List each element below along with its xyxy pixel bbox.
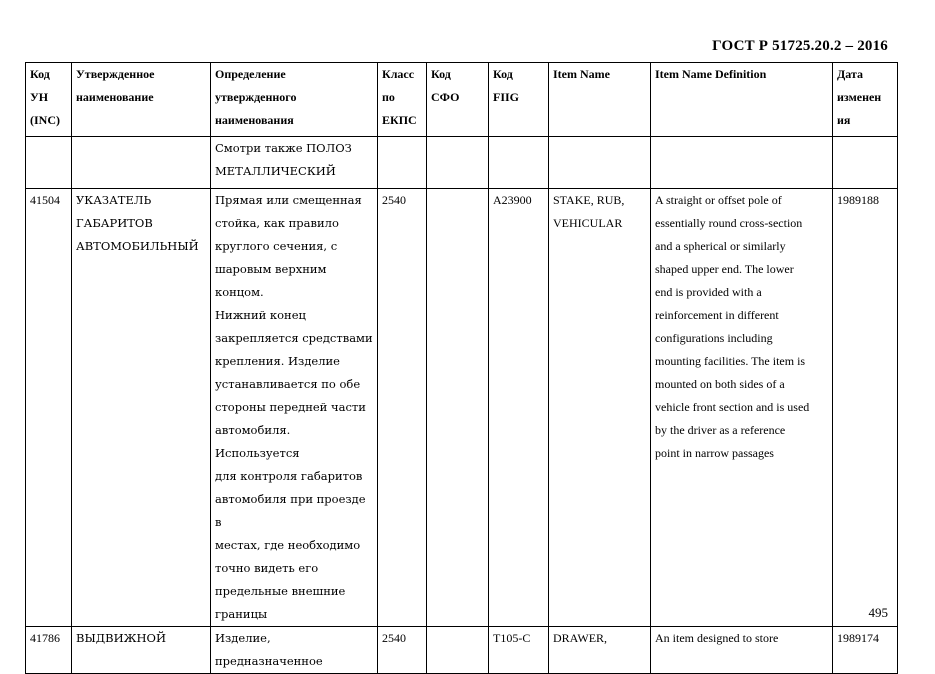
cell-item-name: DRAWER,	[549, 627, 651, 674]
cell-class: 2540	[378, 627, 427, 674]
catalog-table	[25, 62, 898, 674]
cell-definition-ru: Прямая или смещенная стойка, как правило круглого сечения, с шаровым верхним концом. Нижний конец закрепляется средствами крепления. Изделие устанавливается по обе стороны передней части автомобиля. Используется для контроля габаритов автомобиля при проезде в местах, где необходимо точно видеть его предельные внешние границы	[211, 189, 378, 627]
cell-fiig: A23900	[489, 189, 549, 627]
table-row	[26, 627, 898, 674]
cell-inc: 41786	[26, 627, 72, 674]
cell-date: 1989174	[833, 627, 898, 674]
col-header-approved-name: Утвержденное наименование	[72, 63, 211, 137]
cell-item-name	[549, 137, 651, 189]
table-header-row	[26, 63, 898, 137]
col-header-item-definition: Item Name Definition	[651, 63, 833, 137]
table-row	[26, 189, 898, 627]
cell-name-ru	[72, 137, 211, 189]
col-header-definition: Определение утвержденного наименования	[211, 63, 378, 137]
col-header-fiig: Код FIIG	[489, 63, 549, 137]
cell-date: 1989188	[833, 189, 898, 627]
cell-fiig	[489, 137, 549, 189]
col-header-class: Класс по ЕКПС	[378, 63, 427, 137]
cell-sfo	[427, 627, 489, 674]
table-row	[26, 137, 898, 189]
cell-item-definition: An item designed to store	[651, 627, 833, 674]
cell-sfo	[427, 189, 489, 627]
cell-inc: 41504	[26, 189, 72, 627]
page-number: 495	[868, 605, 888, 620]
cell-name-ru: ВЫДВИЖНОЙ	[72, 627, 211, 674]
cell-name-ru: УКАЗАТЕЛЬ ГАБАРИТОВ АВТОМОБИЛЬНЫЙ	[72, 189, 211, 627]
cell-sfo	[427, 137, 489, 189]
cell-fiig: T105-C	[489, 627, 549, 674]
cell-class: 2540	[378, 189, 427, 627]
cell-item-definition: A straight or offset pole of essentially round cross-section and a spherical or similarly shaped upper end. The lower end is provided with a reinforcement in different configurations including mounting facilities. The item is mounted on both sides of a vehicle front section and is used by the driver as a reference point in narrow passages	[651, 189, 833, 627]
cell-definition-ru: Смотри также ПОЛОЗ МЕТАЛЛИЧЕСКИЙ	[211, 137, 378, 189]
col-header-date: Дата изменен ия	[833, 63, 898, 137]
cell-item-definition	[651, 137, 833, 189]
document-header: ГОСТ Р 51725.20.2 – 2016	[712, 38, 888, 54]
col-header-inc: Код УН (INC)	[26, 63, 72, 137]
cell-item-name: STAKE, RUB, VEHICULAR	[549, 189, 651, 627]
cell-class	[378, 137, 427, 189]
cell-definition-ru: Изделие, предназначенное	[211, 627, 378, 674]
col-header-item-name: Item Name	[549, 63, 651, 137]
cell-inc	[26, 137, 72, 189]
cell-date	[833, 137, 898, 189]
col-header-sfo: Код СФО	[427, 63, 489, 137]
